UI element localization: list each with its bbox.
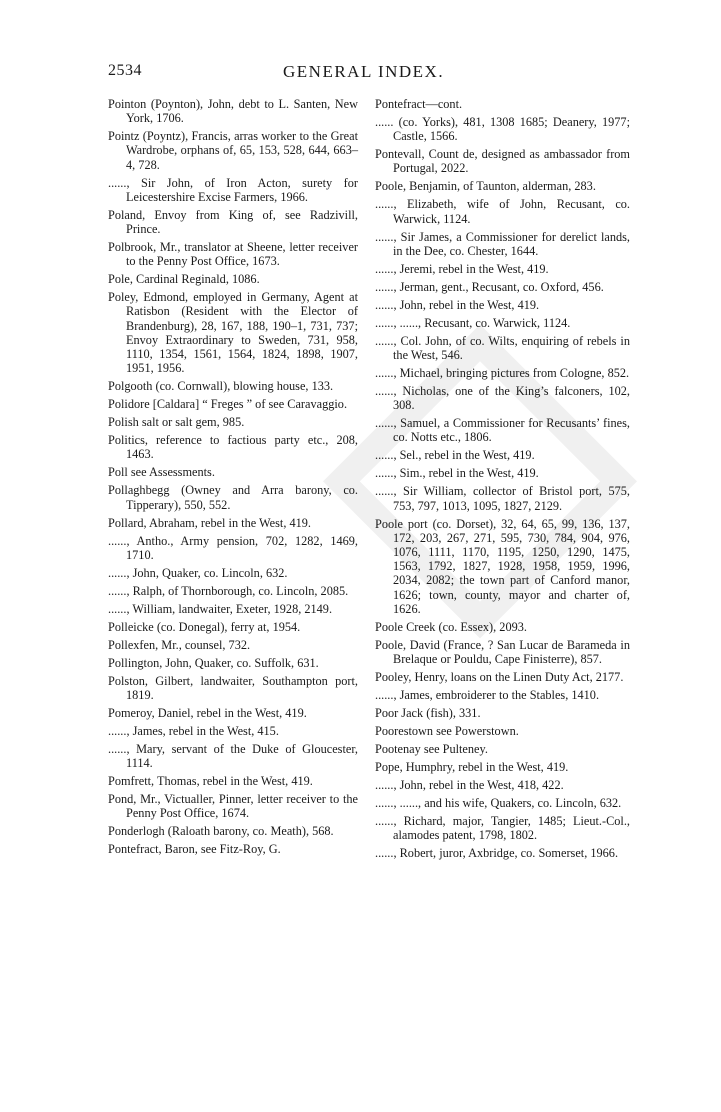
index-entry: Poole, David (France, ? San Lucar de Barameda in Brelaque or Pouldu, Cape Finisterre), 857.	[375, 637, 630, 667]
index-entry: ......, Sir William, collector of Bristol port, 575, 753, 797, 1013, 1095, 1827, 2129.	[375, 484, 630, 513]
index-entry: ......, James, rebel in the West, 415.	[108, 724, 279, 739]
index-entry: Poland, Envoy from King of, see Radzivill, Prince.	[108, 207, 358, 237]
index-entry: Pollard, Abraham, rebel in the West, 419.	[108, 515, 312, 530]
index-entry: Pond, Mr., Victualler, Pinner, letter receiver to the Penny Post Office, 1674.	[108, 792, 358, 821]
index-entry: ......, John, rebel in the West, 418, 422.	[375, 778, 564, 793]
index-entry: ......, Ralph, of Thornborough, co. Lincoln, 2085.	[108, 583, 349, 598]
index-entry: Pollington, John, Quaker, co. Suffolk, 631.	[108, 655, 319, 670]
index-entry: ......, James, embroiderer to the Stables, 1410.	[375, 688, 600, 703]
index-entry: Poor Jack (fish), 331.	[375, 706, 481, 721]
index-entry: ......, Michael, bringing pictures from Cologne, 852.	[375, 366, 630, 381]
index-entry: ......, Jeremi, rebel in the West, 419.	[375, 261, 549, 276]
left-column	[108, 97, 358, 860]
right-column	[375, 97, 630, 864]
index-entry: ......, Nicholas, one of the King’s falconers, 102, 308.	[375, 384, 630, 413]
index-entry: Pontevall, Count de, designed as ambassador from Portugal, 2022.	[375, 147, 630, 176]
index-entry: Poole Creek (co. Essex), 2093.	[375, 619, 527, 634]
index-entry: ......, ......, and his wife, Quakers, co. Lincoln, 632.	[375, 796, 622, 811]
index-entry: Pointz (Poyntz), Francis, arras worker to the Great Wardrobe, orphans of, 65, 153, 528, 644, 663–4, 728.	[108, 129, 358, 172]
index-entry: Poole port (co. Dorset), 32, 64, 65, 99, 136, 137, 172, 203, 267, 271, 595, 730, 784, 904, 976, 1076, 1111, 1170, 1195, 1250, 1290, 1475, 1563, 1792, 1827, 1928, 1958, 1959, 1996, 2034, 2082; the town part of Canford manor, 1626; town, county, mayor and charter of, 1626.	[375, 516, 630, 616]
index-entry: ......, Sel., rebel in the West, 419.	[375, 448, 535, 463]
index-entry: Pontefract, Baron, see Fitz-Roy, G.	[108, 842, 281, 857]
index-entry: Polidore [Caldara] “ Freges ” of see Caravaggio.	[108, 397, 348, 412]
index-entry: Polston, Gilbert, landwaiter, Southampton port, 1819.	[108, 673, 358, 703]
page-header	[108, 62, 668, 86]
index-entry: Politics, reference to factious party etc., 208, 1463.	[108, 433, 358, 462]
index-entry: ......, Robert, juror, Axbridge, co. Somerset, 1966.	[375, 846, 619, 861]
page-title: GENERAL INDEX.	[283, 62, 445, 81]
index-entry: ......, Richard, major, Tangier, 1485; Lieut.-Col., alamodes patent, 1798, 1802.	[375, 814, 630, 843]
index-entry: ......, Col. John, of co. Wilts, enquiring of rebels in the West, 546.	[375, 333, 630, 363]
index-entry: ......, Elizabeth, wife of John, Recusant, co. Warwick, 1124.	[375, 197, 630, 226]
index-entry: Poley, Edmond, employed in Germany, Agent at Ratisbon (Resident with the Elector of Brandenburg), 28, 167, 188, 190–1, 731, 737; Envoy Extraordinary to Sweden, 731, 958, 1110, 1354, 1561, 1564, 1824, 1898, 1907, 1951, 1956.	[108, 290, 358, 376]
index-entry: Pomfrett, Thomas, rebel in the West, 419.	[108, 774, 313, 789]
index-entry: Polleicke (co. Donegal), ferry at, 1954.	[108, 619, 301, 634]
index-entry: Polish salt or salt gem, 985.	[108, 415, 245, 430]
index-entry: Pole, Cardinal Reginald, 1086.	[108, 272, 260, 287]
index-entry: Pollaghbegg (Owney and Arra barony, co. Tipperary), 550, 552.	[108, 483, 358, 512]
index-entry: Pope, Humphry, rebel in the West, 419.	[375, 760, 569, 775]
index-entry: ......, Jerman, gent., Recusant, co. Oxford, 456.	[375, 279, 604, 294]
index-entry: Pontefract—cont.	[375, 97, 463, 111]
index-entry: ......, Samuel, a Commissioner for Recusants’ fines, co. Notts etc., 1806.	[375, 416, 630, 445]
page-number: 2534	[108, 62, 142, 79]
index-entry: Polgooth (co. Cornwall), blowing house, 133.	[108, 379, 334, 394]
index-entry: ......, Antho., Army pension, 702, 1282, 1469, 1710.	[108, 533, 358, 562]
index-entry: Ponderlogh (Raloath barony, co. Meath), 568.	[108, 824, 334, 839]
index-entry: ......, ......, Recusant, co. Warwick, 1124.	[375, 315, 571, 330]
index-entry: Pollexfen, Mr., counsel, 732.	[108, 637, 251, 652]
index-entry: Poorestown see Powerstown.	[375, 724, 519, 739]
index-entry: Pointon (Poynton), John, debt to L. Santen, New York, 1706.	[108, 97, 358, 126]
index-entry: ......, William, landwaiter, Exeter, 1928, 2149.	[108, 601, 333, 616]
index-entry: ......, Mary, servant of the Duke of Gloucester, 1114.	[108, 742, 358, 771]
index-entry: Polbrook, Mr., translator at Sheene, letter receiver to the Penny Post Office, 1673.	[108, 240, 358, 269]
index-entry: Poole, Benjamin, of Taunton, alderman, 283.	[375, 179, 596, 194]
index-entry: ......, John, Quaker, co. Lincoln, 632.	[108, 565, 288, 580]
index-entry: ......, Sim., rebel in the West, 419.	[375, 466, 539, 481]
index-entry: Pomeroy, Daniel, rebel in the West, 419.	[108, 706, 307, 721]
index-entry: Pootenay see Pulteney.	[375, 742, 488, 757]
index-entry: ...... (co. Yorks), 481, 1308 1685; Deanery, 1977; Castle, 1566.	[375, 115, 630, 144]
index-entry: Poll see Assessments.	[108, 465, 215, 480]
index-entry: ......, Sir James, a Commissioner for derelict lands, in the Dee, co. Chester, 1644.	[375, 229, 630, 258]
index-entry: ......, John, rebel in the West, 419.	[375, 297, 540, 312]
index-entry: Pooley, Henry, loans on the Linen Duty Act, 2177.	[375, 670, 624, 685]
index-entry: ......, Sir John, of Iron Acton, surety for Leicestershire Excise Farmers, 1966.	[108, 175, 358, 204]
